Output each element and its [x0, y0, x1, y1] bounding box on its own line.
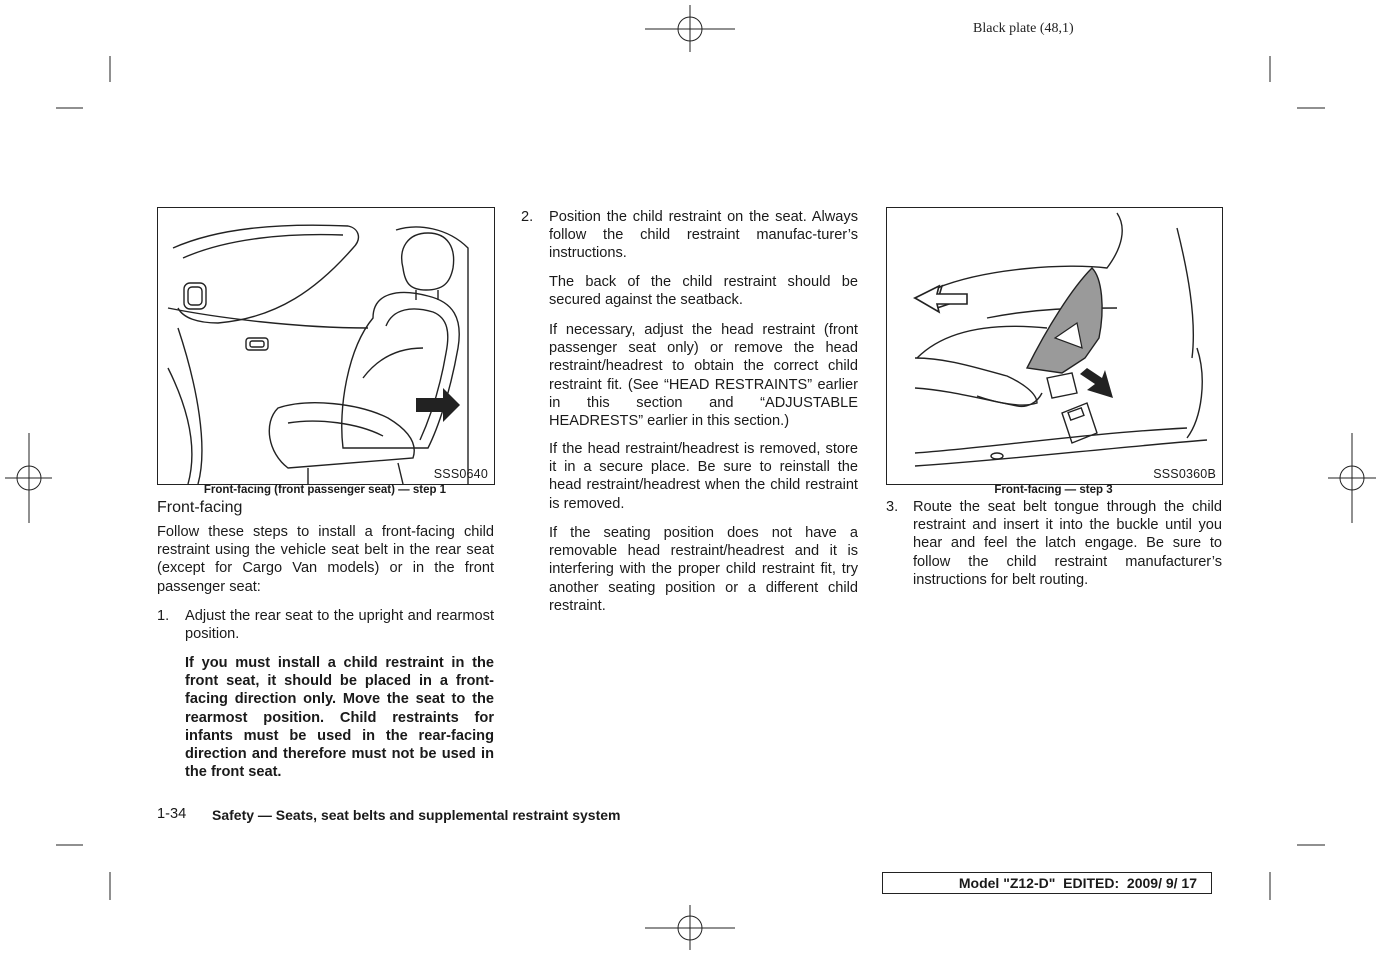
step-text: Adjust the rear seat to the upright and rearmost position.: [185, 608, 494, 643]
figure-caption: Front-facing (front passenger seat) — step 1: [203, 484, 447, 496]
figure-step-3: [886, 207, 1223, 485]
figure-code: SSS0640: [433, 467, 488, 481]
figure-front-passenger-seat: [157, 207, 495, 485]
step-text: Position the child restraint on the seat. Always follow the child restraint manufac-turer’s instructions.: [549, 209, 858, 262]
step-text: Route the seat belt tongue through the child restraint and insert it into the buckle until you hear and feel the latch engage. Be sure to follow the child restraint manufacturer’s instructions for belt routing.: [913, 499, 1222, 588]
paragraph: If necessary, adjust the head restraint (front passenger seat only) or remove the head restraint/headrest to obtain the correct child restraint fit. (See “HEAD RESTRAINTS” earlier in this section and “ADJUSTABLE HEADRESTS” earlier in this section.): [549, 322, 858, 430]
warning-text: If you must install a child restraint in the front seat, it should be placed in a front-facing direction only. Move the seat to the rearmost position. Child restraints for infants must be used in the rear-facing direction and therefore must not be used in the front seat.: [185, 655, 494, 781]
page-number: 1-34: [157, 806, 187, 822]
section-heading: Front-facing: [157, 499, 243, 516]
figure-caption: Front-facing — step 3: [994, 484, 1113, 496]
paragraph: If the seating position does not have a removable head restraint/headrest and it is interfering with the proper child restraint fit, try another seating position or a different child restraint.: [549, 525, 858, 614]
figure-code: SSS0360B: [1153, 467, 1216, 481]
intro-paragraph: Follow these steps to install a front-facing child restraint using the vehicle seat belt in the rear seat (except for Cargo Van models) or in the front passenger seat:: [157, 524, 494, 595]
step-2: [521, 208, 858, 628]
step-number: 3.: [886, 499, 899, 515]
step-number: 1.: [157, 608, 170, 624]
step-3: [886, 498, 1222, 598]
step-1: [157, 607, 494, 787]
section-title: Safety — Seats, seat belts and supplemental restraint system: [212, 807, 621, 823]
step-number: 2.: [521, 209, 534, 225]
plate-label: Black plate (48,1): [973, 21, 1074, 36]
seat-illustration: [158, 208, 494, 484]
model-stamp: Model "Z12-D" EDITED: 2009/ 9/ 17: [882, 872, 1212, 894]
paragraph: The back of the child restraint should be secured against the seatback.: [549, 274, 858, 309]
paragraph: If the head restraint/headrest is removed, store it in a secure place. Be sure to reinstall the head restraint/headrest when the child restraint is removed.: [549, 441, 858, 512]
buckle-illustration: [887, 208, 1222, 484]
